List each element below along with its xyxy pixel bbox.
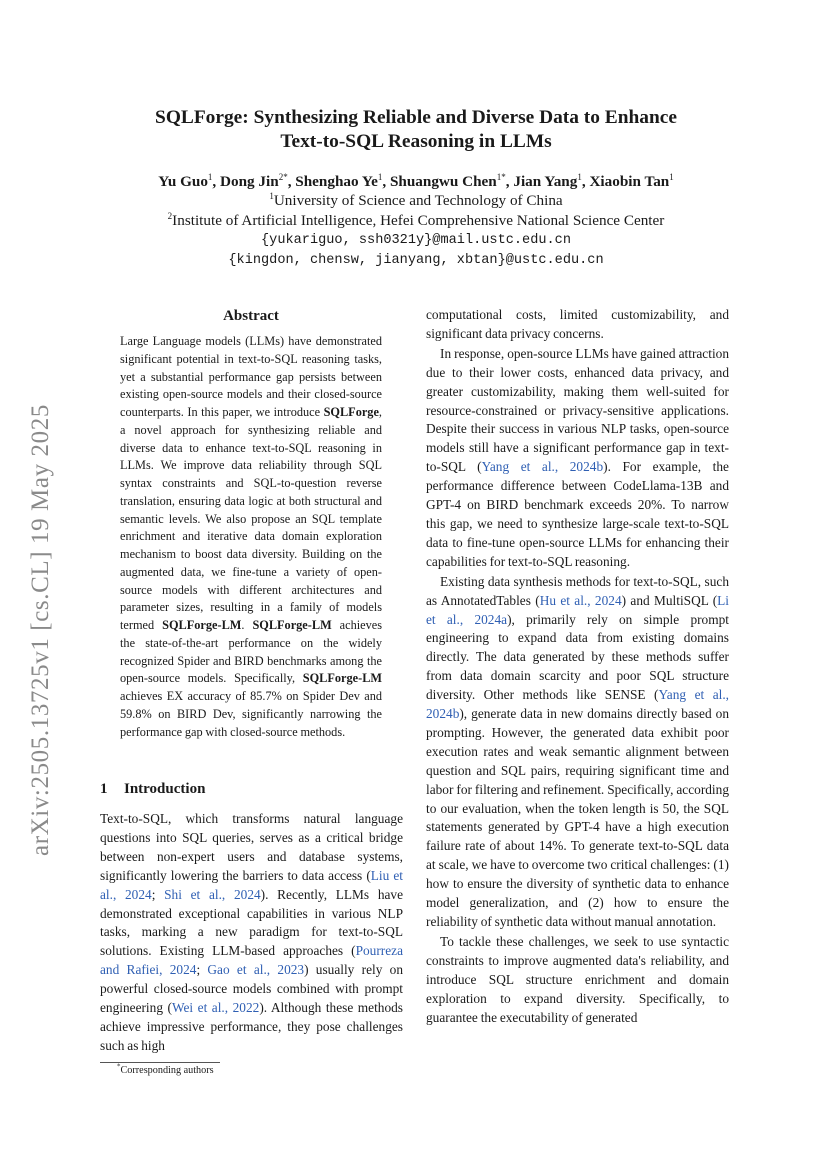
section-heading-introduction [100, 779, 205, 799]
email-line-2: {kingdon, chensw, jianyang, xbtan}@ustc.edu.cn [228, 253, 604, 268]
citation-link[interactable]: Yang et al., 2024b [481, 459, 604, 475]
section-title: Introduction [124, 781, 206, 797]
affiliation-mark: 2 [167, 210, 173, 221]
bold-term: SQLForge-LM [162, 618, 242, 632]
title-line-2: Text-to-SQL Reasoning in LLMs [280, 131, 552, 152]
author-affiliation-mark: 1* [496, 171, 506, 182]
affiliation-text: Institute of Artificial Intelligence, Hefei Comprehensive National Science Center [172, 212, 665, 229]
introduction-right-column [426, 306, 729, 1028]
citation-link[interactable]: Wei et al., 2022 [171, 1000, 260, 1016]
citation-link[interactable]: Shi et al., 2024 [164, 886, 261, 902]
author-affiliation-mark: 1 [377, 171, 383, 182]
author-name: Jian Yang [513, 173, 578, 190]
author-affiliation-mark: 2* [278, 171, 288, 182]
section-number: 1 [100, 781, 108, 797]
introduction-paragraph: computational costs, limited customizability, and significant data privacy concerns. [426, 307, 729, 341]
bold-term: SQLForge-LM [252, 618, 332, 632]
abstract-body [120, 333, 382, 741]
citation-link[interactable]: Pourreza and Rafiei, 2024 [100, 943, 403, 978]
email-line-1: {yukariguo, ssh0321y}@mail.ustc.edu.cn [261, 233, 571, 248]
citation-link[interactable]: Liu et al., 2024 [100, 867, 403, 902]
author-name: Xiaobin Tan [589, 173, 670, 190]
citation-link[interactable]: Yang et al., 2024b [426, 687, 729, 722]
author-affiliation-mark: 1 [577, 171, 582, 182]
author-name: Shuangwu Chen [389, 173, 497, 190]
author-name: Yu Guo [158, 173, 208, 190]
affiliation-mark: 1 [269, 190, 274, 201]
citation-link[interactable]: Hu et al., 2024 [539, 592, 622, 608]
footnote-mark: * [117, 1062, 121, 1071]
introduction-paragraph: Existing data synthesis methods for text-to-SQL, such as AnnotatedTables (Hu et al., 2024) and MultiSQL (Li et al., 2024a), primarily rely on simple prompt engineering to expand data from existing domains directly. The data generated by these methods suffer from data domain scarcity and poor SQL structure diversity. Other methods like SENSE (Yang et al., 2024b), generate data in new domains directly based on prompting. However, the generated data exhibit poor execution rates and weak semantic alignment between question and SQL pairs, requiring significant time and labor for filtering and refinement. Specifically, according to our evaluation, when the token length is 50, the SQL statements generated by GPT-4 have a high execution failure rate of about 14%. To generate text-to-SQL data at scale, we have to overcome two critical challenges: (1) how to ensure the diversity of synthetic data to enhance model generalization, and (2) how to ensure the reliability of synthetic data without manual annotation. [426, 573, 729, 929]
introduction-left-column [100, 810, 403, 1056]
introduction-paragraph: Text-to-SQL, which transforms natural language questions into SQL queries, serves as a critical bridge between non-expert users and database systems, significantly lowering the barriers to data access (Liu et al., 2024; Shi et al., 2024). Recently, LLMs have demonstrated exceptional capabilities in various NLP tasks, marking a new paradigm for text-to-SQL solutions. Existing LLM-based approaches (Pourreza and Rafiei, 2024; Gao et al., 2023) usually rely on powerful closed-source models combined with prompt engineering (Wei et al., 2022). Although these methods achieve impressive performance, they pose challenges such as high [100, 811, 404, 1053]
author-name: Dong Jin [220, 173, 279, 190]
affiliation-2 [100, 211, 732, 231]
paper-title [100, 106, 732, 154]
abstract-heading: Abstract [223, 308, 279, 324]
introduction-paragraph: To tackle these challenges, we seek to use syntactic constraints to improve augmented data's reliability, and introduce SQL structure enrichment and domain exploration to expand diversity. Specifically, to guarantee the executability of generated [426, 933, 729, 1025]
arxiv-identifier: arXiv:2505.13725v1 [cs.CL] 19 May 2025 [27, 404, 54, 856]
author-list: Yu Guo$^1$, Dong Jin$^{2*}$, Shenghao Ye$^1$, Shuangwu Chen$^{1*}$, Jian Yang$^1$, Xiaobin Tan$^1$ [158, 171, 674, 190]
author-affiliation-mark: 1 [669, 171, 674, 182]
author-name: Shenghao Ye [295, 173, 378, 190]
abstract-text: Large Language models (LLMs) have demonstrated significant potential in text-to-SQL reasoning tasks, yet a substantial performance gap persists between existing open-source models and their closed-source counterparts. In this paper, we introduce SQLForge, a novel approach for synthesizing reliable and diverse data to enhance text-to-SQL reasoning in LLMs. We improve data reliability through SQL syntax constraints and SQL-to-question reverse translation, ensuring data logic at both structural and semantic levels. We also propose an SQL template enrichment and iterative data domain exploration mechanism to boost data diversity. Building on the augmented data, we fine-tune a variety of open-source models with different architectures and parameter sizes, resulting in a family of models termed SQLForge-LM. SQLForge-LM achieves the state-of-the-art performance on the widely recognized Spider and BIRD benchmarks among the open-source models. Specifically, SQLForge-LM achieves EX accuracy of 85.7% on Spider Dev and 59.8% on BIRD Dev, significantly narrowing the performance gap with closed-source methods. [120, 334, 382, 739]
citation-link[interactable]: Gao et al., 2023 [207, 962, 305, 978]
bold-term: SQLForge [323, 405, 379, 419]
footnote-text: Corresponding authors [120, 1065, 214, 1076]
footnote [117, 1064, 214, 1078]
affiliation-1 [100, 191, 732, 211]
introduction-paragraph: In response, open-source LLMs have gained attraction due to their lower costs, enhanced data privacy, and greater customizability, making them well-suited for resource-constrained or privacy-sensitive applications. Despite their success in various NLP tasks, open-source models still have a significant performance gap in text-to-SQL (Yang et al., 2024b). For example, the performance difference between CodeLlama-13B and GPT-4 on BIRD benchmark exceeds 20%. To narrow this gap, we need to synthesize large-scale text-to-SQL data to fine-tune open-source LLMs for enhancing their capabilities for text-to-SQL reasoning. [426, 345, 729, 569]
citation-link[interactable]: Li et al., 2024a [426, 592, 729, 627]
author-affiliation-mark: 1 [207, 171, 213, 182]
bold-term: SQLForge-LM [302, 671, 382, 686]
title-line-1: SQLForge: Synthesizing Reliable and Diverse Data to Enhance [155, 107, 677, 128]
affiliation-text: University of Science and Technology of China [273, 192, 563, 209]
